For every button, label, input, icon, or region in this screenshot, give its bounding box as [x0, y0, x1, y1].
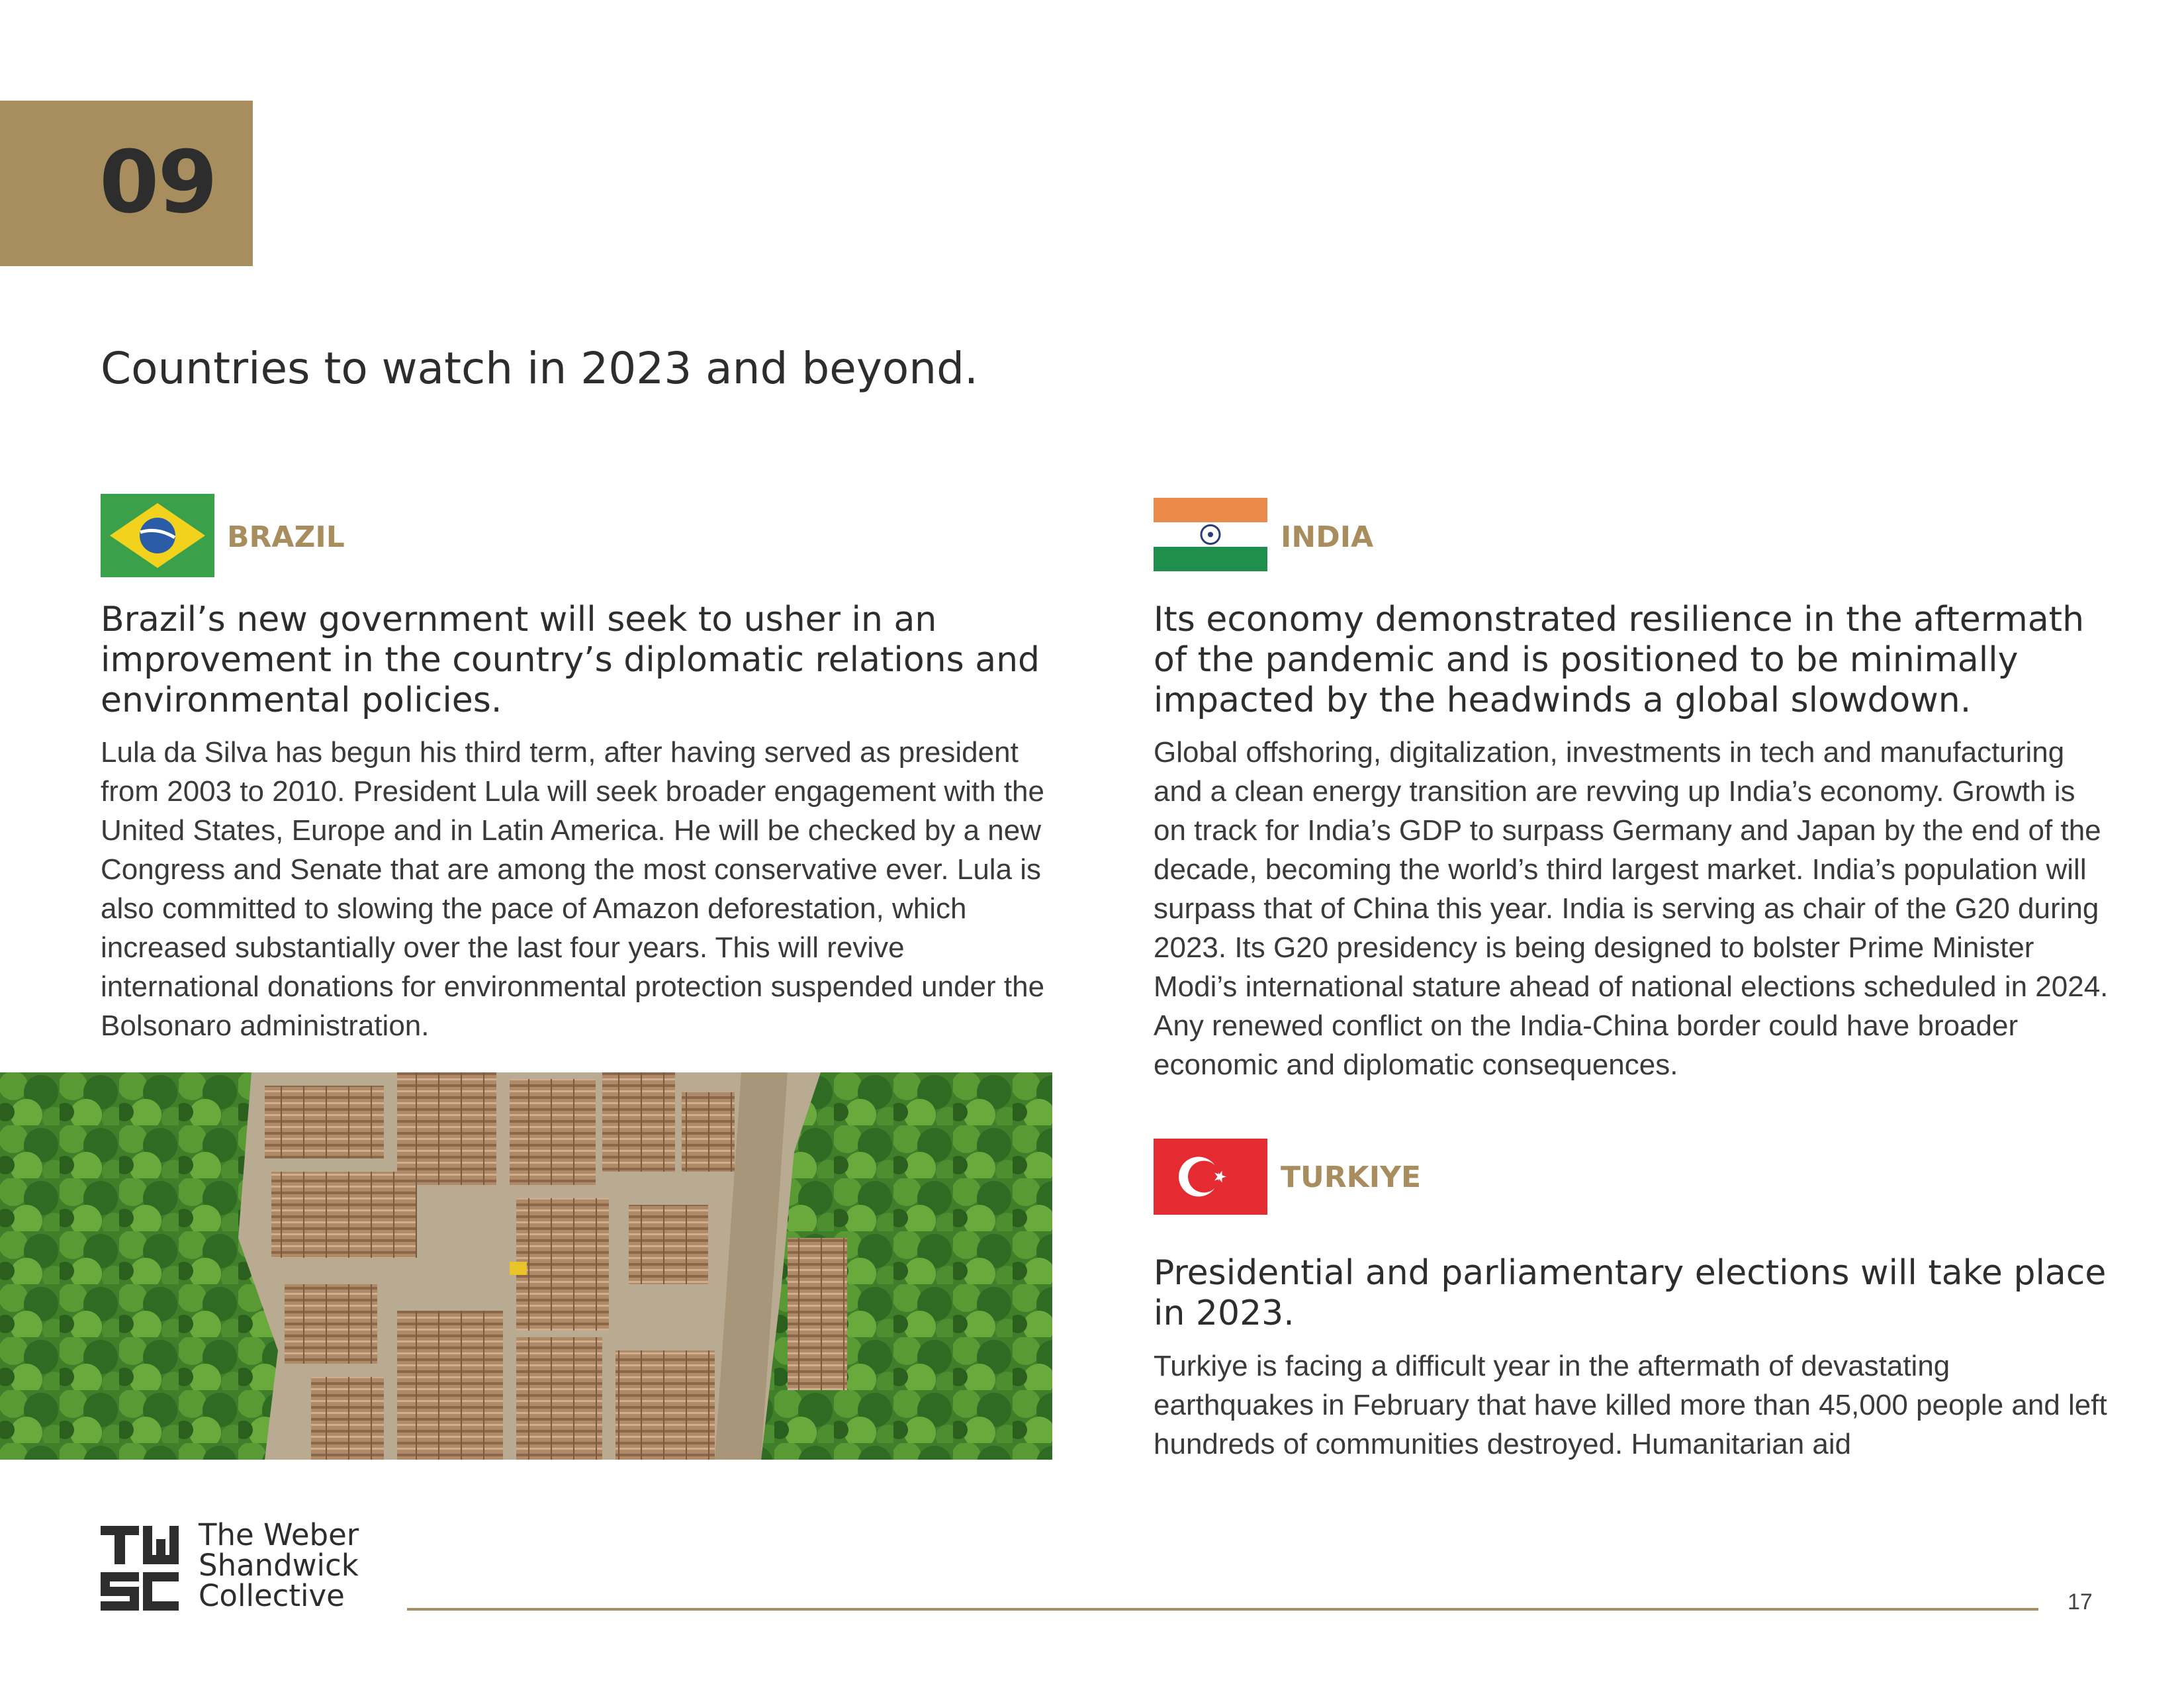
- page-title: Countries to watch in 2023 and beyond.: [101, 343, 978, 394]
- company-name-line: Shandwick: [199, 1548, 359, 1583]
- india-flag-icon: [1154, 498, 1267, 571]
- india-headline: Its economy demonstrated resilience in the aftermath of the pandemic and is positioned to be minimally impacted by the headwinds a global slowdown.: [1154, 600, 2085, 720]
- india-body: Global offshoring, digitalization, investments in tech and manufacturing and a clean energy transition are revving up India’s economy. Growth is on track for India’s GDP to surpass Germany and Japan by the end of the decade, becoming the world’s third largest market. India’s population will surpass that of China this year. India is serving as chair of the G20 during 2023. Its G20 presidency is being designed to bolster Prime Minister Modi’s international stature ahead of national elections scheduled in 2024. Any renewed conflict on the India-China border could have broader economic and diplomatic consequences.: [1154, 736, 2109, 1081]
- brazil-body: Lula da Silva has begun his third term, after having served as president from 2003 to 2010. President Lula will seek broader engagement with the United States, Europe and in Latin America. He will be checked by a new Congress and Senate that are among the most conservative ever. Lula is also committed to slowing the pace of Amazon deforestation, which increased substantially over the last four years. This will revive international donations for environmental protection suspended under the Bolsonaro administration.: [101, 736, 1045, 1042]
- brazil-label: BRAZIL: [227, 520, 345, 554]
- brazil-flag-icon: [101, 494, 214, 577]
- turkiye-headline: Presidential and parliamentary elections will take place in 2023.: [1154, 1253, 2107, 1333]
- section-number: 09: [99, 132, 216, 232]
- turkiye-label: TURKIYE: [1281, 1160, 1422, 1194]
- turkiye-body: Turkiye is facing a difficult year in the aftermath of devastating earthquakes in February that have killed more than 45,000 people and left hundreds of communities destroyed. Humanitarian aid: [1154, 1350, 2107, 1460]
- company-name: [199, 1517, 359, 1613]
- india-label: INDIA: [1281, 520, 1374, 554]
- brazil-headline: Brazil’s new government will seek to usher in an improvement in the country’s diplomatic relations and environmental policies.: [101, 600, 1040, 720]
- page-number: 17: [2068, 1589, 2093, 1615]
- turkiye-flag-icon: [1154, 1139, 1267, 1215]
- company-name-line: The Weber: [199, 1517, 359, 1552]
- company-name-line: Collective: [199, 1578, 345, 1613]
- footer-divider: [407, 1608, 2038, 1611]
- deforestation-aerial-photo: [0, 1072, 1052, 1460]
- twsc-logo-mark: [101, 1526, 183, 1611]
